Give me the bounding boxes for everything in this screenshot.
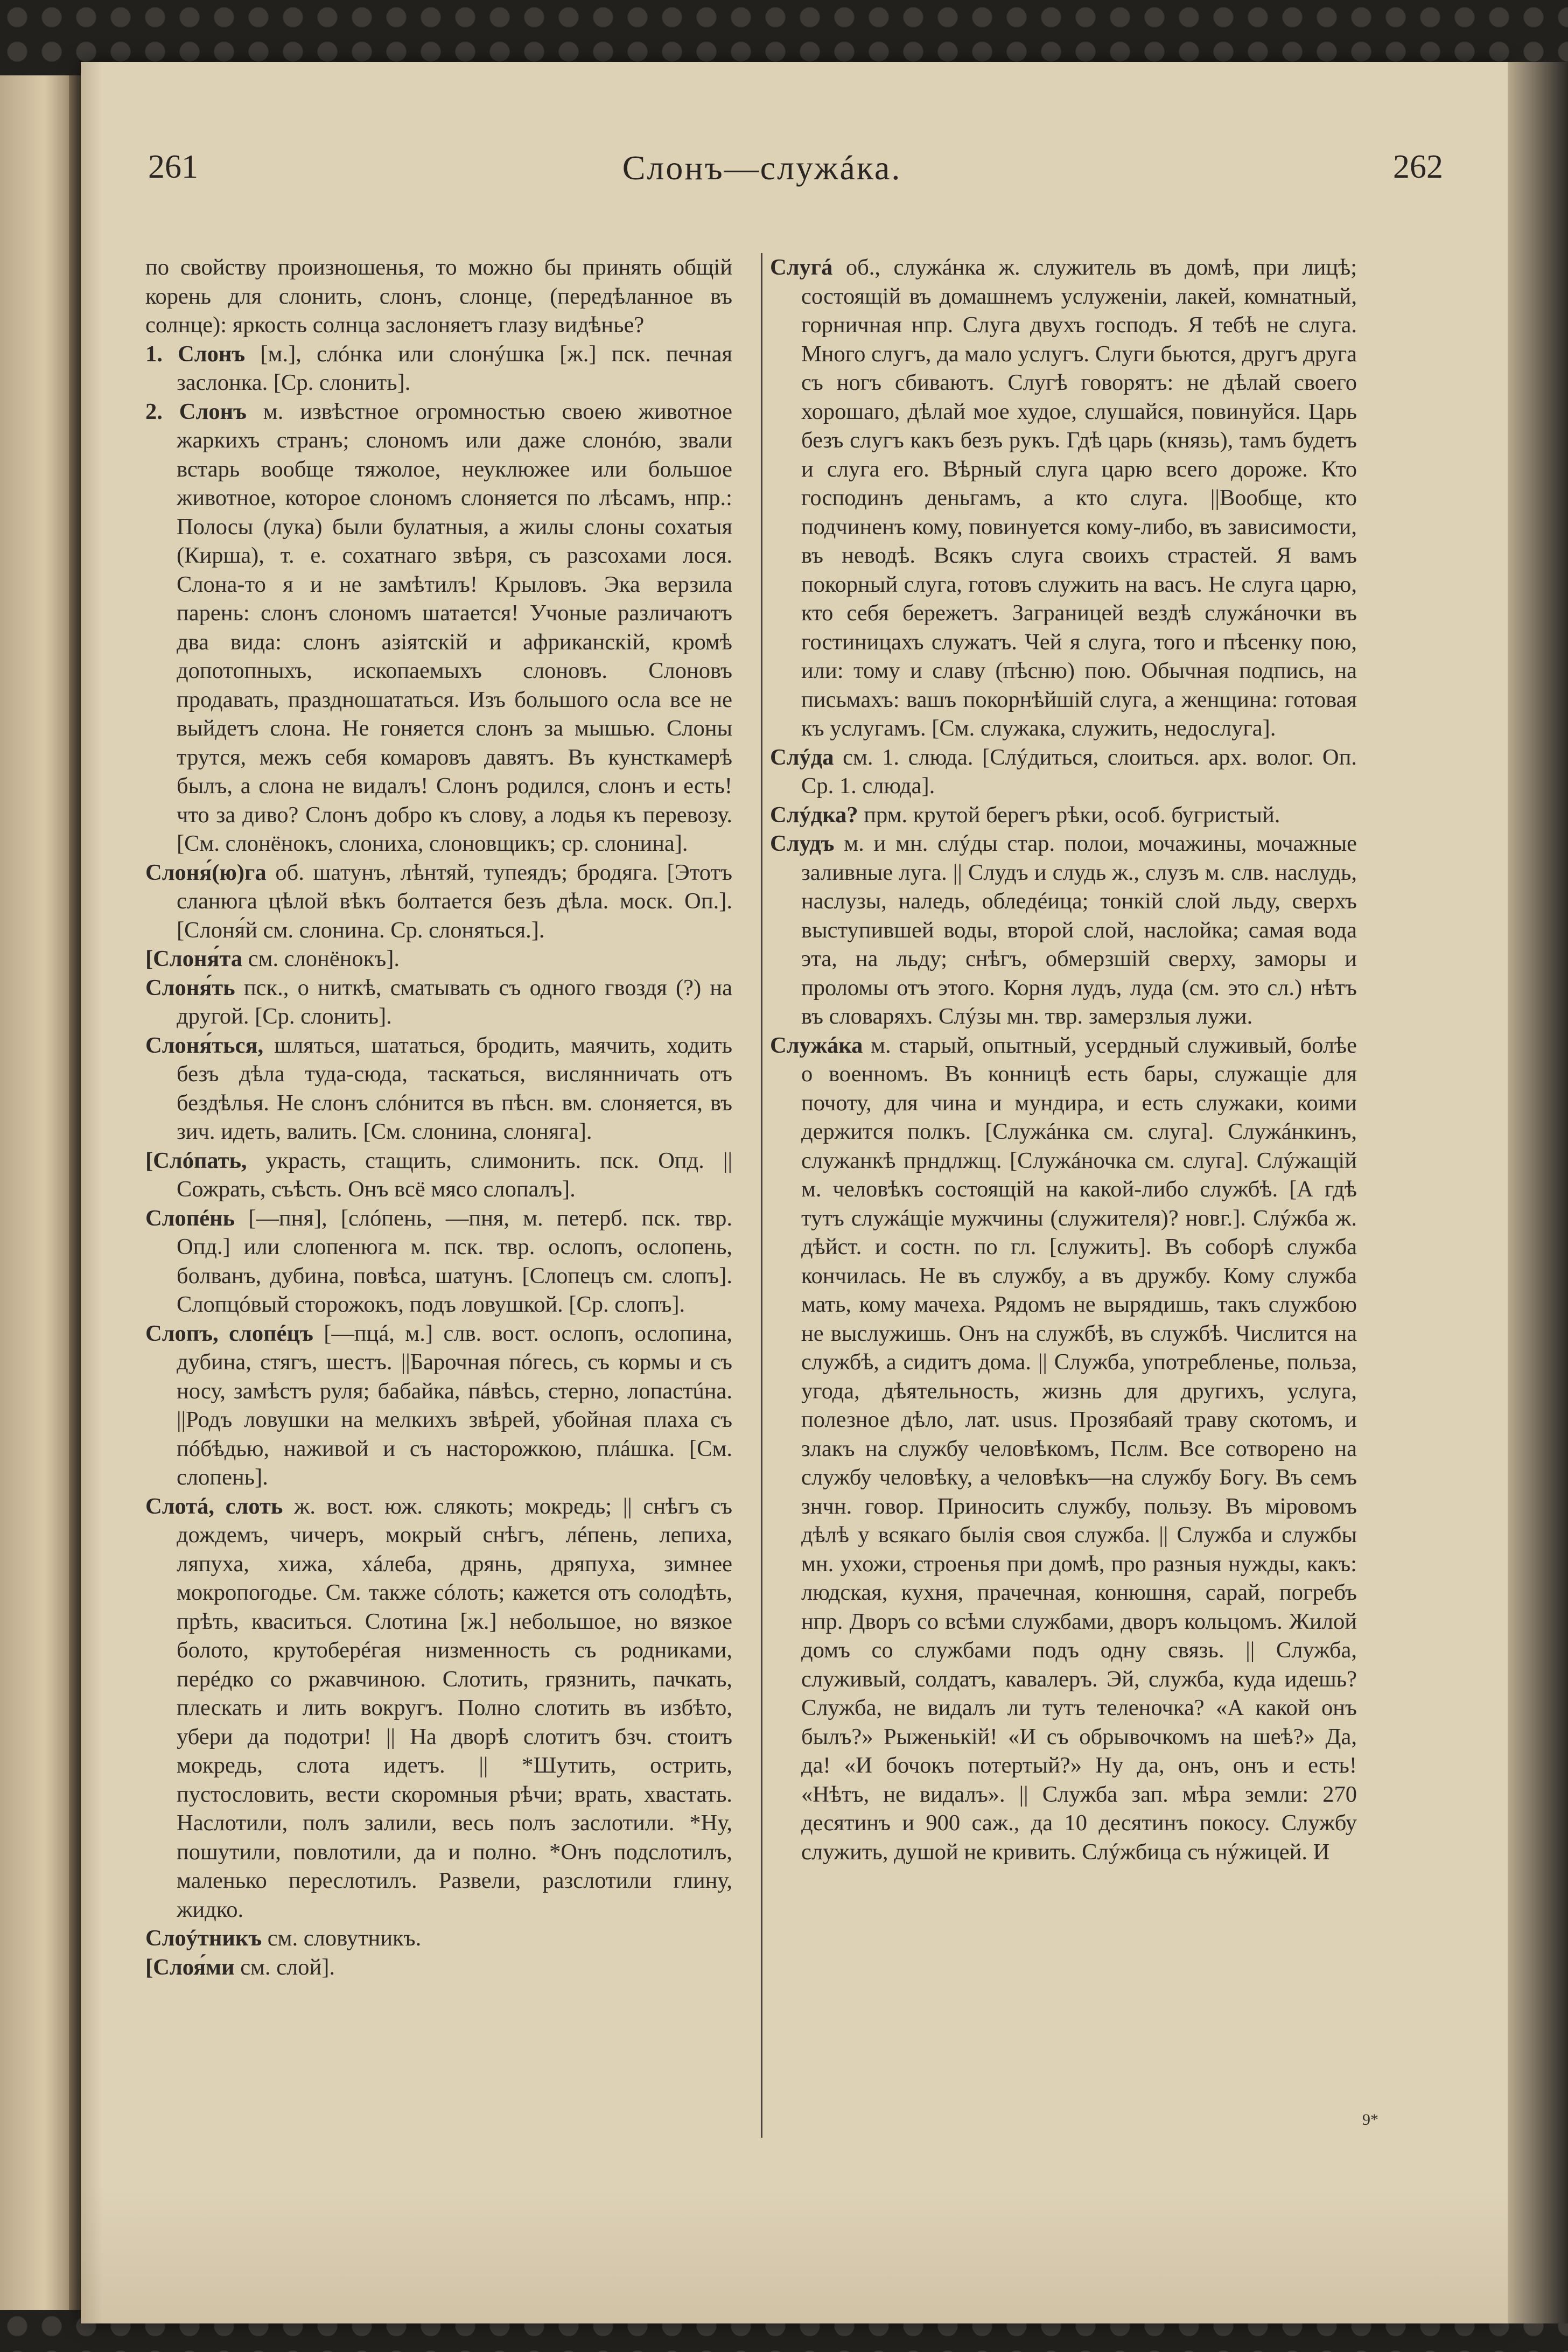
dictionary-entry [770, 743, 1357, 801]
entry-headword: Слýдка? [770, 802, 864, 828]
entry-headword: Слотá, слоть [145, 1493, 295, 1519]
page-number-left: 261 [148, 149, 198, 185]
entry-text: см. словутникъ. [267, 1926, 422, 1951]
entry-headword: Слугá [770, 255, 846, 280]
entry-text: м. старый, опытный, усердный служивый, болѣе о военномъ. Въ конницѣ есть бары, служащіе для почоту, для чина и мундира, и есть служаки, коими держится полкъ. [Служáнка см. слуга]. Служáнкинъ, служанкѣ прндлжщ. [Служáночка см. слуга]. Слýжащій м. человѣкъ состоящій на какой-либо службѣ. [А гдѣ тутъ служáщіе мужчины (служителя)? новг.]. Слýжба ж. дѣйст. и состн. по гл. [служить]. Въ соборѣ служба кончилась. Не въ службу, а въ дружбу. Кому служба мать, кому мачеха. Рядомъ не вырядишь, такъ службою не выслужишь. Онъ на службѣ, въ службѣ. Числится на службѣ, а сидитъ дома. || Служба, употребленье, польза, угода, дѣятельность, жизнь для другихъ, услуга, полезное дѣло, лат. usus. Прозябаяй траву скотомъ, и злакъ на службу человѣкомъ, Пслм. Все сотворено на службу человѣку, а человѣкъ—на службу Богу. Въ семъ знчн. говор. Приносить службу, пользу. Въ міровомъ дѣлѣ у всякаго былія своя служба. || Служба и службы мн. ухожи, строенья при домѣ, про разныя нужды, какъ: людская, кухня, прачечная, конюшня, сарай, погребъ нпр. Дворъ со всѣми службами, дворъ кольцомъ. Жилой домъ со службами подъ одну связь. || Служба, служивый, солдатъ, кавалеръ. Эй, служба, куда идешь? Служба, не видалъ ли тутъ теленочка? «А какой онъ былъ?» Рыженькій! «И съ обрывочкомъ на шеѣ?» Да, да! «И бочокъ потертый?» Ну да, онъ, онъ и есть! «Нѣтъ, не видалъ». || Служба зап. мѣра земли: 270 десятинъ и 900 саж., да 10 десятинъ покосу. Службу служить, душой не кривить. Слýжбица съ нýжицей. И [801, 1032, 1357, 1865]
entry-text: [—пня], [слóпень, —пня, м. петерб. пск. твр. Опд.] или слопенюга м. пск. твр. ослопъ, ослопень, болванъ, дубина, повѣса, шатунъ. [Слопецъ см. слопъ]. Слопцóвый сторожокъ, подъ ловушкой. [Ср. слопъ]. [177, 1205, 732, 1317]
dictionary-entry [145, 1146, 732, 1204]
dictionary-entry [145, 1031, 732, 1146]
dictionary-entry [145, 858, 732, 945]
entry-text: см. слонёнокъ]. [248, 946, 400, 971]
left-column [145, 253, 732, 2170]
dictionary-entry [145, 1492, 732, 1924]
entry-text: об., служáнка ж. служитель въ домѣ, при лицѣ; состоящій въ домашнемъ услуженіи, лакей, комнатный, горничная нпр. Слуга двухъ господъ. Я тебѣ не слуга. Много слугъ, да мало услугъ. Слуги бьются, другъ друга съ ногъ сбиваютъ. Слугѣ говорятъ: не дѣлай своего хорошаго, дѣлай мое худое, слушайся, повинуйся. Царь безъ слугъ какъ безъ рукъ. Гдѣ царь (князь), тамъ будетъ и слуга его. Вѣрный слуга царю всего дороже. Кто господинъ деньгамъ, а кто слуга. ||Вообще, кто подчиненъ кому, повинуется кому-либо, въ зависимости, въ неводѣ. Всякъ слуга своихъ страстей. Я вамъ покорный слуга, готовъ служить на васъ. Не слуга царю, кто себя бережетъ. Заграницей вездѣ служáночки въ гостиницахъ служатъ. Чей я слуга, того и пѣсенку пою, или: тому и славу (пѣсню) пою. Обычная подпись, на письмахъ: вашъ покорнѣйшій слуга, а женщина: готовая къ услугамъ. [См. служака, служить, недослуга]. [801, 255, 1357, 741]
entry-text: прм. крутой берегъ рѣки, особ. бугристый. [864, 802, 1280, 828]
dictionary-entry [770, 829, 1357, 1031]
page-number-right: 262 [1393, 149, 1443, 185]
dictionary-entry [145, 1204, 732, 1319]
entry-headword: Слопéнь [145, 1205, 249, 1231]
entry-text: м. извѣстное огромностью своею животное жаркихъ странъ; слономъ или даже слонóю, звали встарь вообще тяжолое, неуклюжее или большое животное, которое слономъ слоняется по лѣсамъ, нпр.: Полосы (лука) были булатныя, а жилы слоны сохатыя (Кирша), т. е. сохатнаго звѣря, съ разсохами лося. Слона-то я и не замѣтилъ! Крыловъ. Эка верзила парень: слонъ слономъ шатается! Учоные различаютъ два вида: слонъ азіятскій и африканскій, кромѣ допотопныхъ, ископаемыхъ слоновъ. Слоновъ продавать, праздношататься. Изъ большого осла все не выйдетъ слона. Не гоняется слонъ за мышью. Слоны трутся, межъ себя комаровъ давятъ. Въ кунсткамерѣ былъ, а слона не видалъ! Слонъ родился, слонъ и есть! что за диво? Слонъ добро къ слову, а лодья къ перевозу. [См. слонёнокъ, слониха, слоновщикъ; ср. слонина]. [177, 398, 732, 856]
entry-headword: [Слоня́та [145, 946, 248, 971]
entry-headword: 1. Слонъ [145, 341, 261, 367]
dictionary-entry [145, 253, 732, 340]
entry-text: [м.], слóнка или слонýшка [ж.] пск. печная заслонка. [Ср. слонить]. [177, 341, 732, 395]
dictionary-entry [145, 1924, 732, 1953]
entry-headword: Слоня́(ю)га [145, 859, 276, 885]
entry-headword: Слудъ [770, 831, 844, 856]
dictionary-entry [770, 801, 1357, 830]
entry-text: украсть, стащить, слимонить. пск. Опд. ||Сожрать, съѣсть. Онъ всё мясо слопалъ]. [177, 1147, 732, 1202]
entry-headword: Слоня́ться, [145, 1032, 275, 1058]
entry-headword: Слоýтникъ [145, 1926, 268, 1951]
running-header [135, 137, 1443, 197]
entry-text: см. 1. слюда. [Слýдиться, слоиться. арх. волог. Оп. Ср. 1. слюда]. [801, 744, 1357, 799]
right-column [770, 253, 1357, 2170]
entry-headword: 2. Слонъ [145, 398, 263, 424]
column-divider [761, 253, 762, 2138]
signature-mark: 9* [1362, 2111, 1378, 2129]
entry-headword: Слоня́ть [145, 975, 244, 1000]
entry-headword: [Слóпать, [145, 1147, 266, 1173]
entry-text: см. слой]. [240, 1954, 335, 1980]
entry-headword: [Слоя́ми [145, 1954, 241, 1980]
entry-text: [—пцá, м.] слв. вост. ослопъ, ослопина, дубина, стягъ, шестъ. ||Барочная пóгесь, съ кормы и съ носу, замѣстъ руля; бабайка, пáвѣсь, стерно, лопастúна. ||Родъ ловушки на мелкихъ звѣрей, убойная плаха съ пóбѣдью, наживой и съ насторожкою, плáшка. [См. слопень]. [177, 1320, 732, 1490]
page-stack-edge [1508, 62, 1568, 2323]
entry-headword: Слопъ, слопéцъ [145, 1320, 324, 1346]
dictionary-entry [145, 944, 732, 974]
dictionary-entry [770, 1031, 1357, 1867]
dictionary-entry [145, 397, 732, 858]
dictionary-entry [770, 253, 1357, 743]
entry-text: пск., о ниткѣ, сматывать съ одного гвоздя (?) на другой. [Ср. слонить]. [177, 975, 732, 1029]
running-title: Слонъ—служáка. [622, 149, 902, 187]
entry-text: ж. вост. юж. слякоть; мокредь; || снѣгъ съ дождемъ, чичеръ, мокрый снѣгъ, лéпень, лепиха, ляпуха, хижа, хáлеба, дрянь, дряпуха, зимнее мокропогодье. См. также сóлоть; кажется отъ солодѣть, прѣть, кваситься. Слотина [ж.] небольшое, но вязкое болото, крутоберéгая низменность съ родниками, перéдко со ржавчиною. Слотить, грязнить, пачкать, плескать и лить вокругъ. Полно слотить въ избѣто, убери да подотри! || На дворѣ слотитъ бзч. стоитъ мокредь, слота идетъ. || *Шутить, острить, пустословить, вести скоромныя рѣчи; врать, хвастать. Наслотили, полъ залили, весь полъ заслотили. *Ну, пошутили, повлотили, да и полно. *Онъ подслотилъ, маленько переслотилъ. Развели, разслотили глину, жидко. [177, 1493, 732, 1922]
entry-headword: Слýда [770, 744, 843, 770]
dictionary-entry [145, 974, 732, 1031]
entry-text: м. и мн. слýды стар. полои, мочажины, мочажные заливные луга. || Слудъ и слудь ж., слузъ м. слв. наслудь, наслузы, наледь, обледéица; тонкій слой льду, сверхъ выступившей воды, второй слой, наслойка; самая вода эта, на льду; снѣгъ, обмерзшій сверху, заморы и проломы отъ этого. Корня лудъ, луда (см. это сл.) нѣтъ въ словаряхъ. Слýзы мн. твр. замерзлыя лужи. [801, 831, 1357, 1029]
dictionary-entry [145, 1953, 732, 1982]
entry-text: об. шатунъ, лѣнтяй, тупеядъ; бродяга. [Этотъ сланюга цѣлой вѣкъ болтается безъ дѣла. моск. Оп.]. [Слоня́й см. слонина. Ср. слоняться.]. [177, 859, 732, 943]
entry-text: по свойству произношенья, то можно бы принять общій корень для слонить, слонъ, слонце, (передѣланное въ солнце): яркость солнца заслоняетъ глазу видѣнье? [145, 255, 732, 338]
dictionary-entry [145, 1319, 732, 1492]
entry-headword: Служáка [770, 1032, 871, 1058]
entry-text: шляться, шататься, бродить, маячить, ходить безъ дѣла туда-сюда, таскаться, вислянничать отъ бездѣлья. Не слонъ слóнится въ пѣсн. вм. слоняется, въ зич. идеть, валить. [См. слонина, слоняга]. [177, 1032, 732, 1144]
dictionary-entry [145, 340, 732, 397]
